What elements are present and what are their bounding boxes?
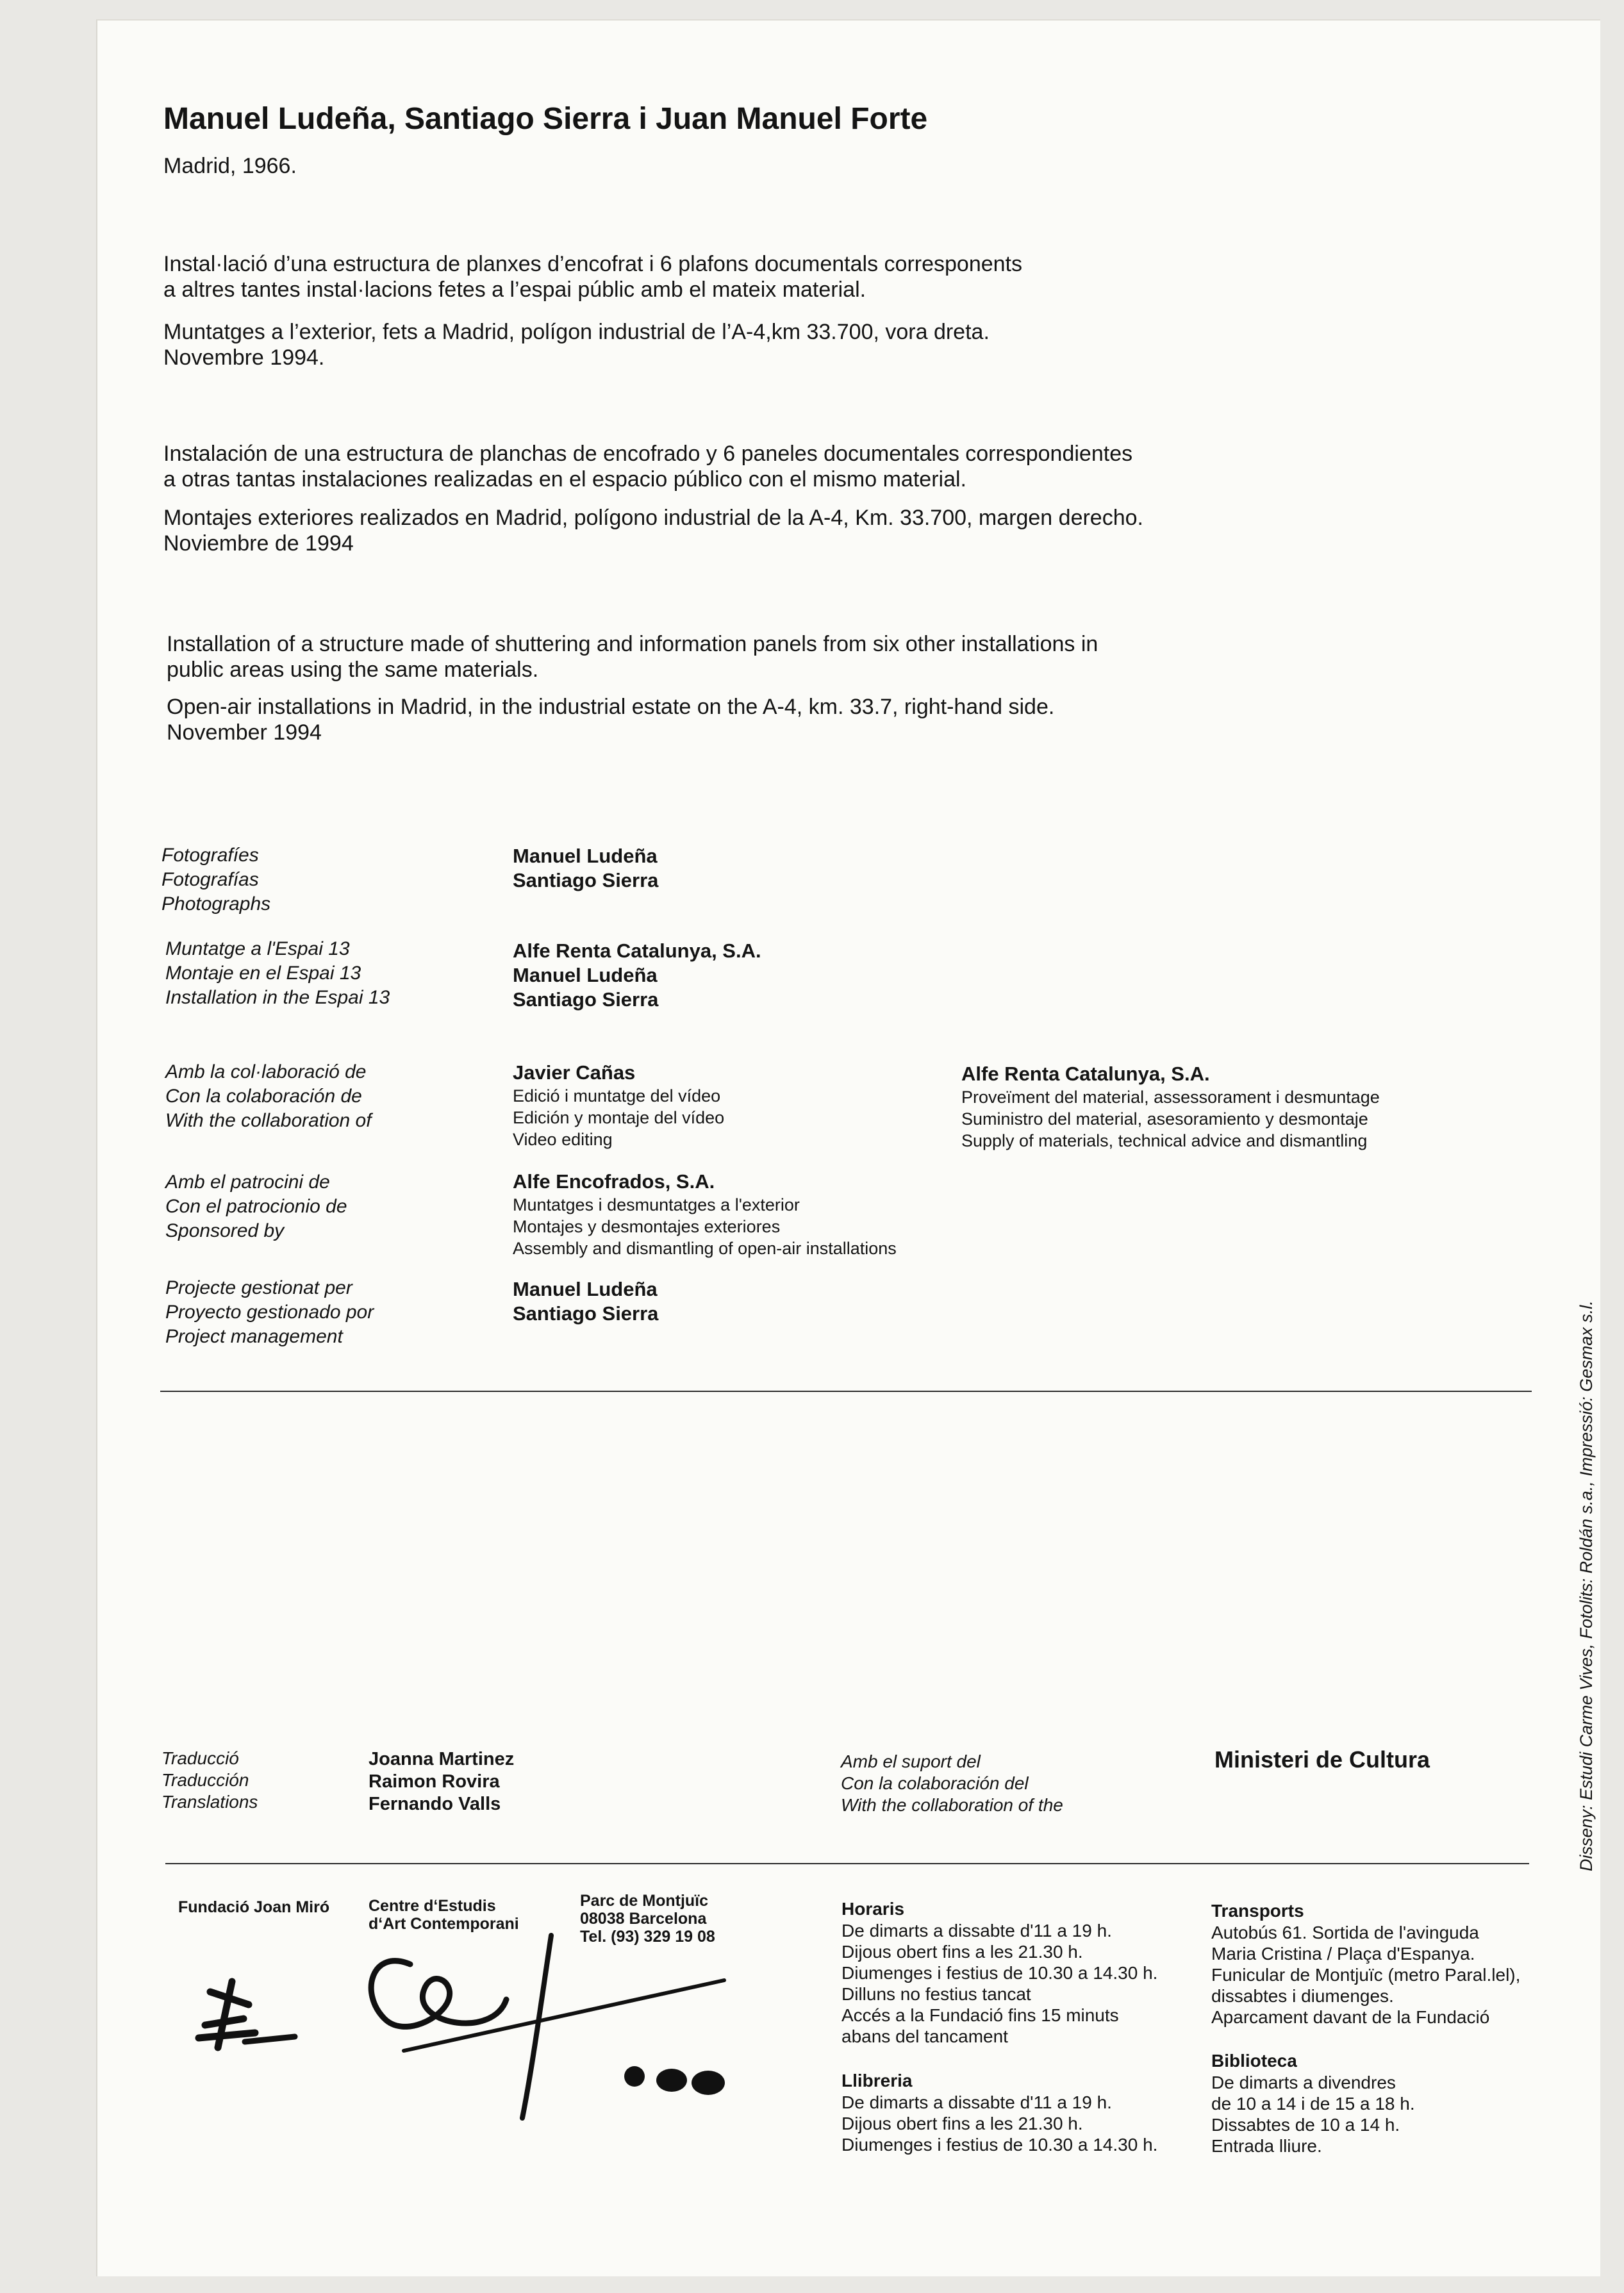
- design-credits-vertical: Disseny: Estudi Carme Vives, Fotolits: Roldán s.a., Impressió: Gesmax s.l.: [1577, 1300, 1596, 1871]
- catalan-paragraph-1: Instal·lació d’una estructura de planxes d’encofrat i 6 plafons documentals corresponents a altres tantes instal·lacions fetes a l’espai públic amb el mateix material.: [163, 252, 1022, 302]
- installation-label: Muntatge a l'Espai 13 Montaje en el Espai 13 Installation in the Espai 13: [165, 938, 390, 1008]
- support-label: Amb el suport del Con la colaboración del With the collaboration of the: [841, 1751, 1063, 1815]
- english-paragraph-2: Open-air installations in Madrid, in the industrial estate on the A-4, km. 33.7, right-hand side. November 1994: [167, 695, 1055, 745]
- translators-names: Joanna Martinez Raimon Rovira Fernando Valls: [369, 1749, 515, 1814]
- transports-text: Autobús 61. Sortida de l'avinguda Maria Cristina / Plaça d'Espanya. Funicular de Montjuïc (metro Paral.lel), dissabtes i diumenges. Aparcament davant de la Fundació: [1211, 1923, 1521, 2027]
- llibreria-title: Llibreria: [841, 2071, 913, 2090]
- ministry-name: Ministeri de Cultura: [1214, 1746, 1430, 1773]
- spanish-paragraph-2: Montajes exteriores realizados en Madrid, polígono industrial de la A-4, Km. 33.700, margen derecho. Noviembre de 1994: [163, 506, 1143, 556]
- address-block: Parc de Montjuïc 08038 Barcelona Tel. (93) 329 19 08: [580, 1892, 715, 1946]
- document-subtitle: Madrid, 1966.: [163, 154, 297, 178]
- project-names: Manuel Ludeña Santiago Sierra: [513, 1278, 659, 1325]
- fundacio-name: Fundació Joan Miró: [178, 1898, 330, 1916]
- horaris-text: De dimarts a dissabte d'11 a 19 h. Dijous obert fins a les 21.30 h. Diumenges i festius de 10.30 a 14.30 h. Dilluns no festius tancat Accés a la Fundació fins 15 minuts abans del tancament: [841, 1921, 1158, 2046]
- project-label: Projecte gestionat per Proyecto gestionado por Project management: [165, 1277, 374, 1347]
- centre-name: Centre d‘Estudis d‘Art Contemporani: [369, 1897, 519, 1933]
- catalan-paragraph-2: Muntatges a l’exterior, fets a Madrid, polígon industrial de l’A-4,km 33.700, vora dreta. Novembre 1994.: [163, 320, 990, 370]
- miro-logo-icon: [173, 1923, 737, 2128]
- photos-label: Fotografíes Fotografías Photographs: [162, 845, 271, 915]
- english-paragraph-1: Installation of a structure made of shuttering and information panels from six other installations in public areas using the same materials.: [167, 632, 1098, 682]
- document-title: Manuel Ludeña, Santiago Sierra i Juan Manuel Forte: [163, 102, 928, 136]
- sponsor-desc: Muntatges i desmuntatges a l'exterior Montajes y desmontajes exteriores Assembly and dismantling of open-air installations: [513, 1195, 897, 1258]
- footer-rule: [165, 1863, 1529, 1864]
- sponsor-name: Alfe Encofrados, S.A.: [513, 1170, 715, 1193]
- biblioteca-text: De dimarts a divendres de 10 a 14 i de 15 a 18 h. Dissabtes de 10 a 14 h. Entrada lliure.: [1211, 2073, 1415, 2156]
- collaborator-desc-2: Proveïment del material, assessorament i desmuntage Suministro del material, asesoramiento y desmontaje Supply of materials, technical advice and dismantling: [961, 1088, 1380, 1150]
- collaborator-desc-1: Edició i muntatge del vídeo Edición y montaje del vídeo Video editing: [513, 1086, 725, 1149]
- llibreria-text: De dimarts a dissabte d'11 a 19 h. Dijous obert fins a les 21.30 h. Diumenges i festius de 10.30 a 14.30 h.: [841, 2092, 1158, 2155]
- sponsor-label: Amb el patrocini de Con el patrocionio de Sponsored by: [165, 1171, 347, 1241]
- collaboration-label: Amb la col·laboració de Con la colaboración de With the collaboration of: [165, 1061, 372, 1131]
- horaris-title: Horaris: [841, 1899, 905, 1919]
- divider-rule: [160, 1391, 1532, 1392]
- spanish-paragraph-1: Instalación de una estructura de planchas de encofrado y 6 paneles documentales correspondientes a otras tantas instalaciones realizadas en el espacio público con el mismo material.: [163, 442, 1133, 492]
- translations-label: Traducció Traducción Translations: [162, 1748, 258, 1812]
- installation-names: Alfe Renta Catalunya, S.A. Manuel Ludeña Santiago Sierra: [513, 940, 761, 1011]
- photos-names: Manuel Ludeña Santiago Sierra: [513, 845, 659, 891]
- collaborator-name-2: Alfe Renta Catalunya, S.A.: [961, 1063, 1210, 1085]
- biblioteca-title: Biblioteca: [1211, 2051, 1297, 2071]
- transports-title: Transports: [1211, 1901, 1304, 1921]
- collaborator-name-1: Javier Cañas: [513, 1061, 636, 1084]
